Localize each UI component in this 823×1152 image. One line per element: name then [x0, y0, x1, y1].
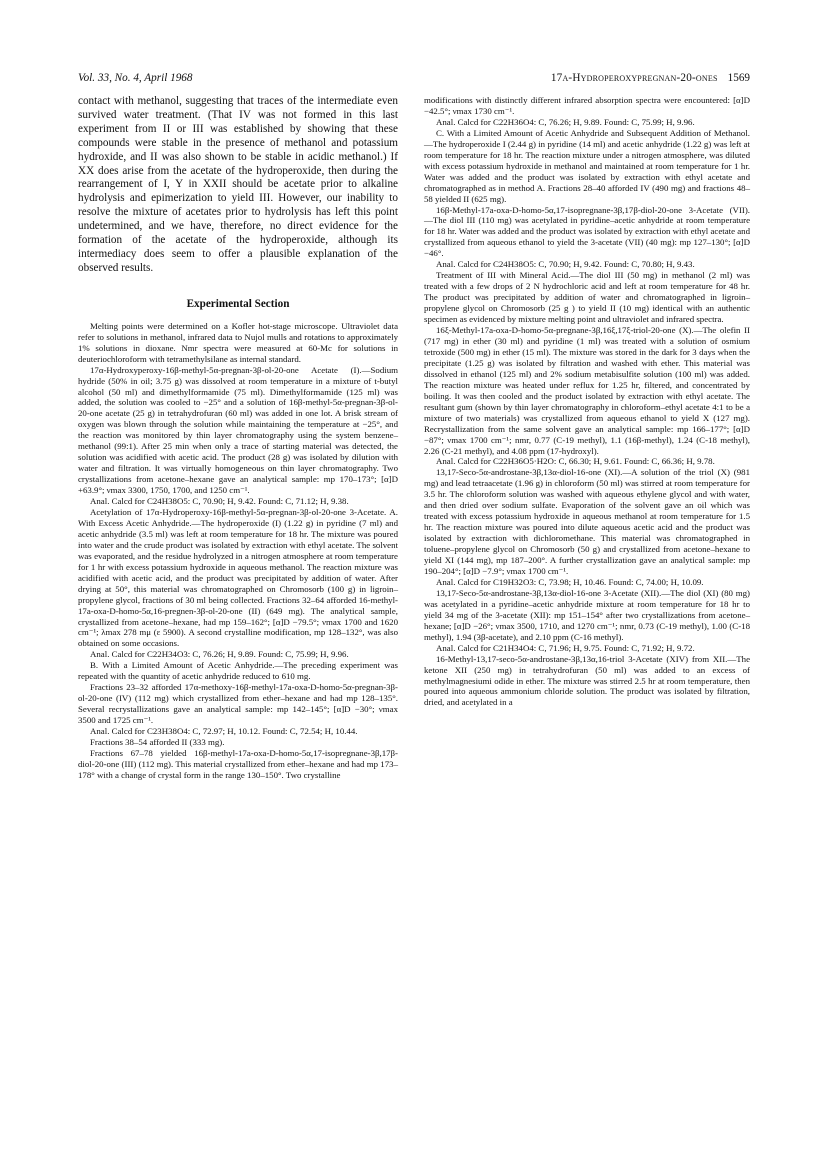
intro-paragraph: contact with methanol, suggesting that traces of the intermediate even survived water treatment. (That IV was not formed in this last experiment from II or III was established by showing that these compounds were stable in the presence of methanol and potassium hydroxide, and II was also shown to be stable in acidic methanol.) If XX does arise from the acetate of the hydroperoxide, then during the rearrangement of I, Y in XXII should be acetate prior to alkaline hydrolysis and epimerization to yield III. However, our inability to resolve the mixture of acetates prior to hydrolysis has left this point undetermined, and we have, therefore, no direct evidence for the formation of the acetate of the hydroperoxide, although its intermediacy does seem to offer a plausible explanation of the observed results.: [78, 95, 398, 274]
paragraph: Anal. Calcd for C24H38O5: C, 70.90; H, 9.42. Found: C, 70.80; H, 9.43.: [436, 259, 695, 270]
paragraph: Anal. Calcd for C24H38O5: C, 70.90; H, 9.42. Found: C, 71.12; H, 9.38.: [90, 496, 349, 507]
paragraph: Anal. Calcd for C22H36O4: C, 76.26; H, 9.89. Found: C, 75.99; H, 9.96.: [436, 116, 695, 127]
experimental-text-right: [424, 95, 750, 708]
paragraph: C. With a Limited Amount of Acetic Anhydride and Subsequent Addition of Methanol.—The hydroperoxide I (2.44 g) in pyridine (14 ml) and acetic anhydride (1.22 g) was left at room temperature for 18 hr. The reaction mixture under a nitrogen atmosphere, was diluted with excess potassium hydroxide in methanol and maintained at room temperature for 1 hr. Water was added and the product was isolated by extraction with ethyl acetate and chromatographed as in method A. Fractions 28–40 afforded IV (490 mg) and fractions 48–58 yielded II (625 mg).: [424, 127, 750, 204]
left-column: [78, 95, 398, 781]
running-title: 17α-Hydroperoxypregnan-20-ones: [550, 72, 718, 84]
page-number: 1569: [727, 72, 750, 84]
paragraph: 16β-Methyl-17a-oxa-D-homo-5α,17-isopregnane-3β,17β-diol-20-one 3-Acetate (VII).—The diol III (110 mg) was acetylated in pyridine–acetic anhydride at room temperature for 18 hr. Water was added and the product was isolated by extraction with ethyl acetate and crystallized from aqueous ethanol to yield the 3-acetate (VII) (40 mg): mp 127–130°; [α]D −46°.: [424, 204, 750, 259]
paragraph: Acetylation of 17α-Hydroperoxy-16β-methyl-5α-pregnan-3β-ol-20-one 3-Acetate. A. With Excess Acetic Anhydride.—The hydroperoxide (I) (1.22 g) in pyridine (7 ml) and acetic anhydride (3.5 ml) was left at room temperature for 18 hr. The mixture was poured into water and the crude product was isolated by extraction with ethyl acetate. The solvent was evaporated, and the residue hydrolyzed in a nitrogen atmosphere at room temperature for 1 hr with excess potassium hydroxide in aqueous methanol. The reaction mixture was acidified with acetic acid, and the product was precipitated by addition of water. After drying at 50°, this material was chromatographed on Chromosorb (100 g) in ligroin–propylene glycol, fractions of 30 ml being collected. Fractions 32–64 afforded 16-methyl-17a-oxa-D-homo-5α,16-pregnen-3β-ol-20-one (II) (649 mg). The analytical sample, crystallized from acetone–hexane, had mp 159–162°; [α]D −79.5°; νmax 1700 and 1620 cm⁻¹; λmax 278 mμ (ε 5900). A second crystalline modification, mp 128–132°, was also obtained on some occasions.: [78, 506, 398, 649]
paragraph: modifications with distinctly different infrared absorption spectra were encountered: [α]D −42.5°; νmax 1730 cm⁻¹.: [424, 95, 750, 116]
paragraph: 17α-Hydroxyperoxy-16β-methyl-5α-pregnan-3β-ol-20-one Acetate (I).—Sodium hydride (50% in oil; 3.75 g) was dissolved at room temperature in a mixture of t-butyl alcohol (50 ml) and dimethylformamide (75 ml). Dimethylformamide (125 ml) was added, the solution was cooled to −25° and a solution of 16β-methyl-5α-pregnan-3β-ol-20-one acetate (25 g) in tetrahydrofuran (60 ml) was added in one lot. A brisk stream of oxygen was blown through the solution while maintaining the temperature at −25°, and the reaction was monitored by thin layer chromatography using the system benzene–methanol (99:1). After 25 min when only a trace of starting material was detected, the solution was acidified with acetic acid. The product (28 g) was isolated by dilution with water and filtration. It was virtually homogeneous on thin layer chromatography. Two crystallizations from acetone–hexane gave an analytical sample: mp 170–173°; [α]D +63.9°; νmax 3300, 1750, 1700, and 1250 cm⁻¹.: [78, 364, 398, 496]
paragraph: Anal. Calcd for C22H34O3: C, 76.26; H, 9.89. Found: C, 75.99; H, 9.96.: [90, 649, 349, 660]
section-title: Experimental Section: [186, 297, 290, 310]
paragraph: 16-Methyl-13,17-seco-5α-androstane-3β,13α,16-triol 3-Acetate (XIV) from XII.—The ketone XII (250 mg) in tetrahydrofuran (50 ml) was added to an excess of methylmagnesiumi odide in ether. The mixture was stirred 2.5 hr at room temperature, then poured into aqueous ammonium chloride solution. The product was isolated by filtration, dried, and acetylated in a: [424, 653, 750, 708]
paragraph: 16ξ-Methyl-17a-oxa-D-homo-5α-pregnane-3β,16ξ,17ξ-triol-20-one (X).—The olefin II (717 mg) in ether (30 ml) and pyridine (1 ml) was treated with a solution of osmium tetroxide (500 mg) in ether (15 ml). The mixture was stored in the dark for 3 days when the precipitate (1.25 g) was isolated by filtration and washed with ether. This material was dissolved in ethanol (125 ml) and 2% sodium metabisulfite solution (100 ml) was added. The reaction mixture was heated under reflux for 1.25 hr, filtered, and concentrated by boiling. It was then cooled and the product isolated by extraction with ethyl acetate. The resultant gum (shown by thin layer chromatography in chloroform–ethyl acetate 4:1 to be a mixture of two materials) was crystallized from aqueous ethanol to yield X (127 mg). Recrystallization from the same solvent gave an analytical sample: mp 166–177°; [α]D −87°; νmax 1700 cm⁻¹; nmr, 0.77 (C-19 methyl), 1.1 (16β-methyl), 1.24 (C-18 methyl), 2.26 (C-21 methyl), and 4.08 ppm (17-hydroxyl).: [424, 325, 750, 456]
paragraph: 13,17-Seco-5α-androstane-3β,13α-diol-16-one 3-Acetate (XII).—The diol (XI) (80 mg) was acetylated in a pyridine–acetic anhydride mixture at room temperature for 18 hr to yield 34 mg of the 3-acetate (XII): mp 151–154° after two crystallizations from acetone–hexane; [α]D −26°; νmax 3500, 1710, and 1270 cm⁻¹; nmr, 0.73 (C-19 methyl), 1.00 (C-18 methyl), 1.94 (3β-acetate), and 2.10 ppm (C-16 methyl).: [424, 587, 750, 642]
paragraph: Fractions 23–32 afforded 17α-methoxy-16β-methyl-17a-oxa-D-homo-5α-pregnan-3β-ol-20-one (IV) (112 mg) which crystallized from ether–hexane and had mp 128–135°. Several recrystallizations gave an analytical sample: mp 142–145°; [α]D −30°; νmax 3500 and 1725 cm⁻¹.: [78, 682, 398, 726]
paragraph: Melting points were determined on a Kofler hot-stage microscope. Ultraviolet data refer to solutions in methanol, infrared data to Nujol mulls and rotations to approximately 1% solutions in dioxane. Nmr spectra were measured at 60-Mc for solutions in deuteriochloroform with tetramethylsilane as internal standard.: [78, 320, 398, 364]
paragraph: B. With a Limited Amount of Acetic Anhydride.—The preceding experiment was repeated with the quantity of acetic anhydride reduced to 610 mg.: [78, 660, 398, 682]
paragraph: Treatment of III with Mineral Acid.—The diol III (50 mg) in methanol (2 ml) was treated with a few drops of 2 N hydrochloric acid and left at room temperature for 48 hr. The product was precipitated by addition of water and chromatographed in ligroin–propylene glycol on Chromosorb (25 g ) to yield II (10 mg) identical with an authentic specimen as evidenced by mixture melting point and ultraviolet and infrared spectra.: [424, 270, 750, 325]
paragraph: Anal. Calcd for C21H34O4: C, 71.96; H, 9.75. Found: C, 71.92; H, 9.72.: [436, 642, 695, 653]
journal-citation: Vol. 33, No. 4, April 1968: [78, 72, 193, 84]
paragraph: Anal. Calcd for C23H38O4: C, 72.97; H, 10.12. Found: C, 72.54; H, 10.44.: [90, 726, 358, 737]
paragraph: Fractions 38–54 afforded II (333 mg).: [90, 737, 225, 747]
header-right: [551, 72, 750, 84]
paragraph: Fractions 67–78 yielded 16β-methyl-17a-oxa-D-homo-5α,17-isopregnane-3β,17β-diol-20-one (III) (112 mg). This material crystallized from ether–hexane and had mp 173–178° with a change of crystal form in the range 130–150°. Two crystalline: [78, 747, 398, 780]
paragraph: Anal. Calcd for C22H36O5·H2O: C, 66.30; H, 9.61. Found: C, 66.36; H, 9.78.: [436, 456, 715, 467]
running-header: [78, 72, 750, 88]
paragraph: Anal. Calcd for C19H32O3: C, 73.98; H, 10.46. Found: C, 74.00; H, 10.09.: [436, 576, 704, 587]
paragraph: 13,17-Seco-5α-androstane-3β,13α-diol-16-one (XI).—A solution of the triol (X) (981 mg) and lead tetraacetate (1.96 g) in chloroform (50 ml) was stirred at room temperature for 3.5 hr. The chloroform solution was washed with aqueous ethylene glycol and with water, and then dried over sodium sulfate. Evaporation of the solvent gave an oil which was treated with excess potassium hydroxide in aqueous methanol at room temperature for 1.5 hr. The reaction mixture was poured into dilute aqueous acetic acid and the product was isolated by extraction with dichloromethane. This material was chromatographed in toluene–propylene glycol on Chromosorb (50 g) and crystallized from acetone–hexane to yield XI (144 mg), mp 187–200°. A further crystallization gave an analytical sample: mp 190–204°; [α]D −7.9°; νmax 1700 cm⁻¹.: [424, 467, 750, 576]
experimental-text-left: [78, 321, 398, 781]
right-column: [424, 95, 750, 708]
